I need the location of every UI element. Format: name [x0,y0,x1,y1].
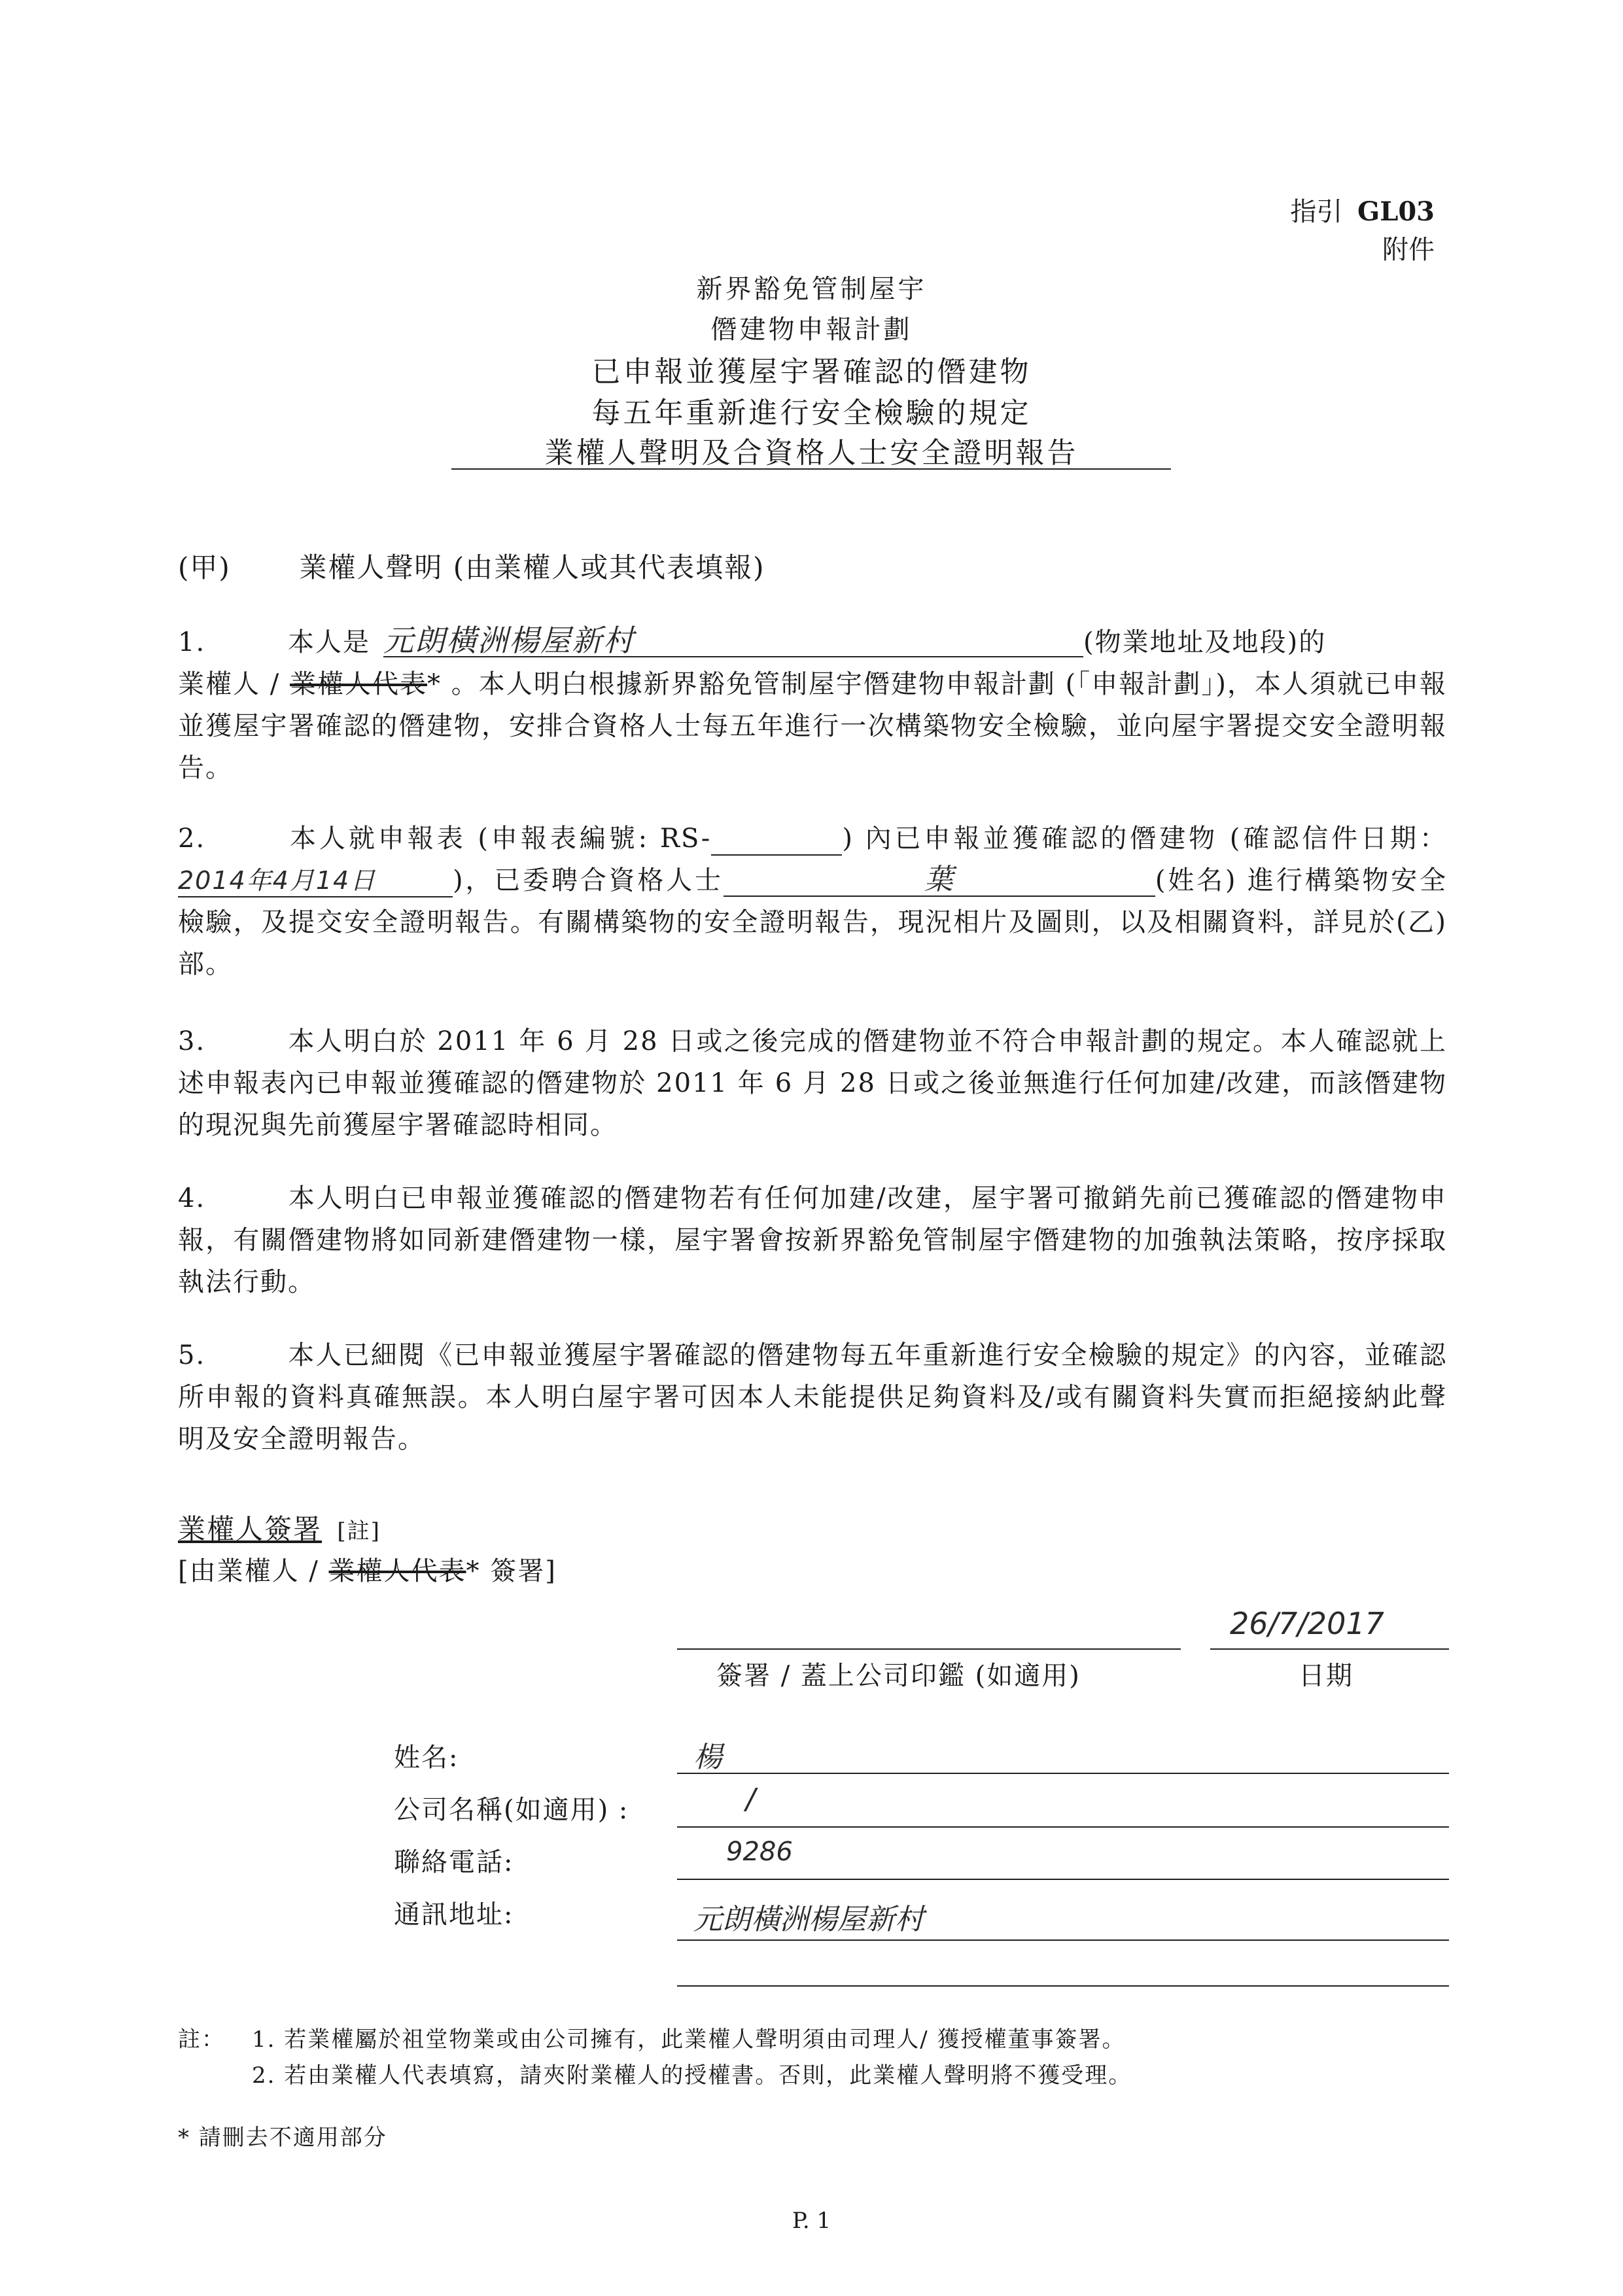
address-line [677,1939,1449,1941]
title-line-4: 每五年重新進行安全檢驗的規定 [591,396,1032,430]
signature-line [677,1648,1181,1650]
notes-label: 註： [178,2026,225,2053]
signed-by-struck: 業權人代表 [328,1556,466,1586]
phone-value: 9286 [726,1837,793,1867]
paragraph-5-text: 本人已細閱《已申報並獲屋宇署確認的僭建物每五年重新進行安全檢驗的規定》的內容，並確認所申報的資料真確無誤。本人明白屋宇署可因本人未能提供足夠資料及/或有關資料失實而拒絕接納此聲明及安全證明報告。 [178,1340,1447,1454]
section-heading [178,546,765,585]
paragraph-1-number: 1. [178,627,206,657]
address-line-2 [677,1985,1449,1987]
qualified-person-field: 葉 [724,864,1155,897]
paragraph-2-part2: ) 內已申報並獲確認的僭建物 (確認信件日期： [842,824,1448,854]
paragraph-4 [178,1177,1447,1303]
signature-heading-text: 業權人簽署 [178,1513,323,1545]
title-line-3: 已申報並獲屋宇署確認的僭建物 [591,355,1032,389]
signature-label: 簽署 / 蓋上公司印鑑 (如適用) [716,1661,1081,1691]
paragraph-3-text: 本人明白於 2011 年 6 月 28 日或之後完成的僭建物並不符合申報計劃的規定。本人確認就上述申報表內已申報並獲確認的僭建物於 2011 年 6 月 28 日或之後並無進行任何加建/改建，而該僭建物的現況與先前獲屋宇署確認時相同。 [178,1026,1447,1140]
date-line [1210,1648,1449,1650]
paragraph-5 [178,1334,1447,1460]
signature-heading-note: [註] [337,1518,381,1544]
paragraph-3-number: 3. [178,1026,206,1056]
name-line [677,1773,1449,1774]
note-1: 1. 若業權屬於祖堂物業或由公司擁有，此業權人聲明須由司理人/ 獲授權董事簽署。 [252,2026,1126,2053]
owner-representative-struck: 業權人代表 [289,669,428,699]
confirmation-date-field: 2014年4月14日 [178,865,453,897]
paragraph-2-number: 2. [178,824,206,854]
title-underline [451,468,1171,470]
guide-prefix: 指引 [1290,197,1343,227]
paragraph-2-part1: 本人就申報表 (申報表編號: RS- [288,824,712,854]
paragraph-1-address-suffix: (物業地址及地段)的 [1083,627,1327,657]
paragraph-4-text: 本人明白已申報並獲確認的僭建物若有任何加建/改建，屋宇署可撤銷先前已獲確認的僭建物申報，有關僭建物將如同新建僭建物一樣，屋宇署會按新界豁免管制屋宇僭建物的加強執法策略，按序採取執法行動。 [178,1183,1447,1297]
signed-by-suffix: * 簽署] [466,1556,557,1586]
date-label: 日期 [1299,1661,1353,1691]
paragraph-1 [178,621,1447,789]
paragraph-2-part4: (姓名) 進行構築物安全檢驗，及提交安全證明報告。有關構築物的安全證明報告，現況相片及圖則，以及相關資料，詳見於(乙)部。 [178,865,1447,979]
property-address-field: 元朗橫洲楊屋新村 [383,625,1083,657]
rs-number-field [711,823,842,856]
paragraph-1-body: * 。本人明白根據新界豁免管制屋宇僭建物申報計劃 (「申報計劃」)，本人須就已申報並獲屋宇署確認的僭建物，安排合資格人士每五年進行一次構築物安全檢驗，並向屋宇署提交安全證明報告。 [178,669,1448,783]
paragraph-1-lead: 本人是 [288,627,370,657]
page-number: P. 1 [792,2208,831,2234]
title-line-5: 業權人聲明及合資格人士安全證明報告 [544,436,1079,470]
section-marker: (甲) [178,551,231,583]
address-label: 通訊地址: [394,1900,514,1930]
company-value: / [746,1783,756,1816]
signature-heading [178,1508,381,1547]
paragraph-3 [178,1020,1447,1146]
company-label: 公司名稱(如適用) : [394,1795,629,1825]
annex-label: 附件 [1382,235,1435,265]
phone-label: 聯絡電話: [394,1847,514,1877]
name-value: 楊 [693,1741,722,1774]
guide-reference [1290,191,1435,228]
paragraph-2 [178,818,1447,985]
company-line [677,1826,1449,1828]
phone-line [677,1879,1449,1880]
signature-date-value: 26/7/2017 [1230,1606,1384,1641]
section-title: 業權人聲明 (由業權人或其代表填報) [299,551,765,583]
asterisk-note: * 請刪去不適用部分 [178,2125,387,2151]
signed-by-prefix: [由業權人 / [178,1556,319,1586]
title-line-2: 僭建物申報計劃 [710,315,913,345]
paragraph-1-owner: 業權人 / [178,669,281,699]
signed-by-line [178,1550,557,1588]
address-value: 元朗橫洲楊屋新村 [693,1903,924,1936]
guide-code: GL03 [1357,196,1435,227]
title-line-1: 新界豁免管制屋宇 [696,274,927,304]
note-2: 2. 若由業權人代表填寫，請夾附業權人的授權書。否則，此業權人聲明將不獲受理。 [252,2062,1132,2089]
paragraph-4-number: 4. [178,1183,206,1213]
paragraph-2-part3: )，已委聘合資格人士 [453,865,724,896]
paragraph-5-number: 5. [178,1340,206,1370]
name-label: 姓名: [394,1743,459,1773]
